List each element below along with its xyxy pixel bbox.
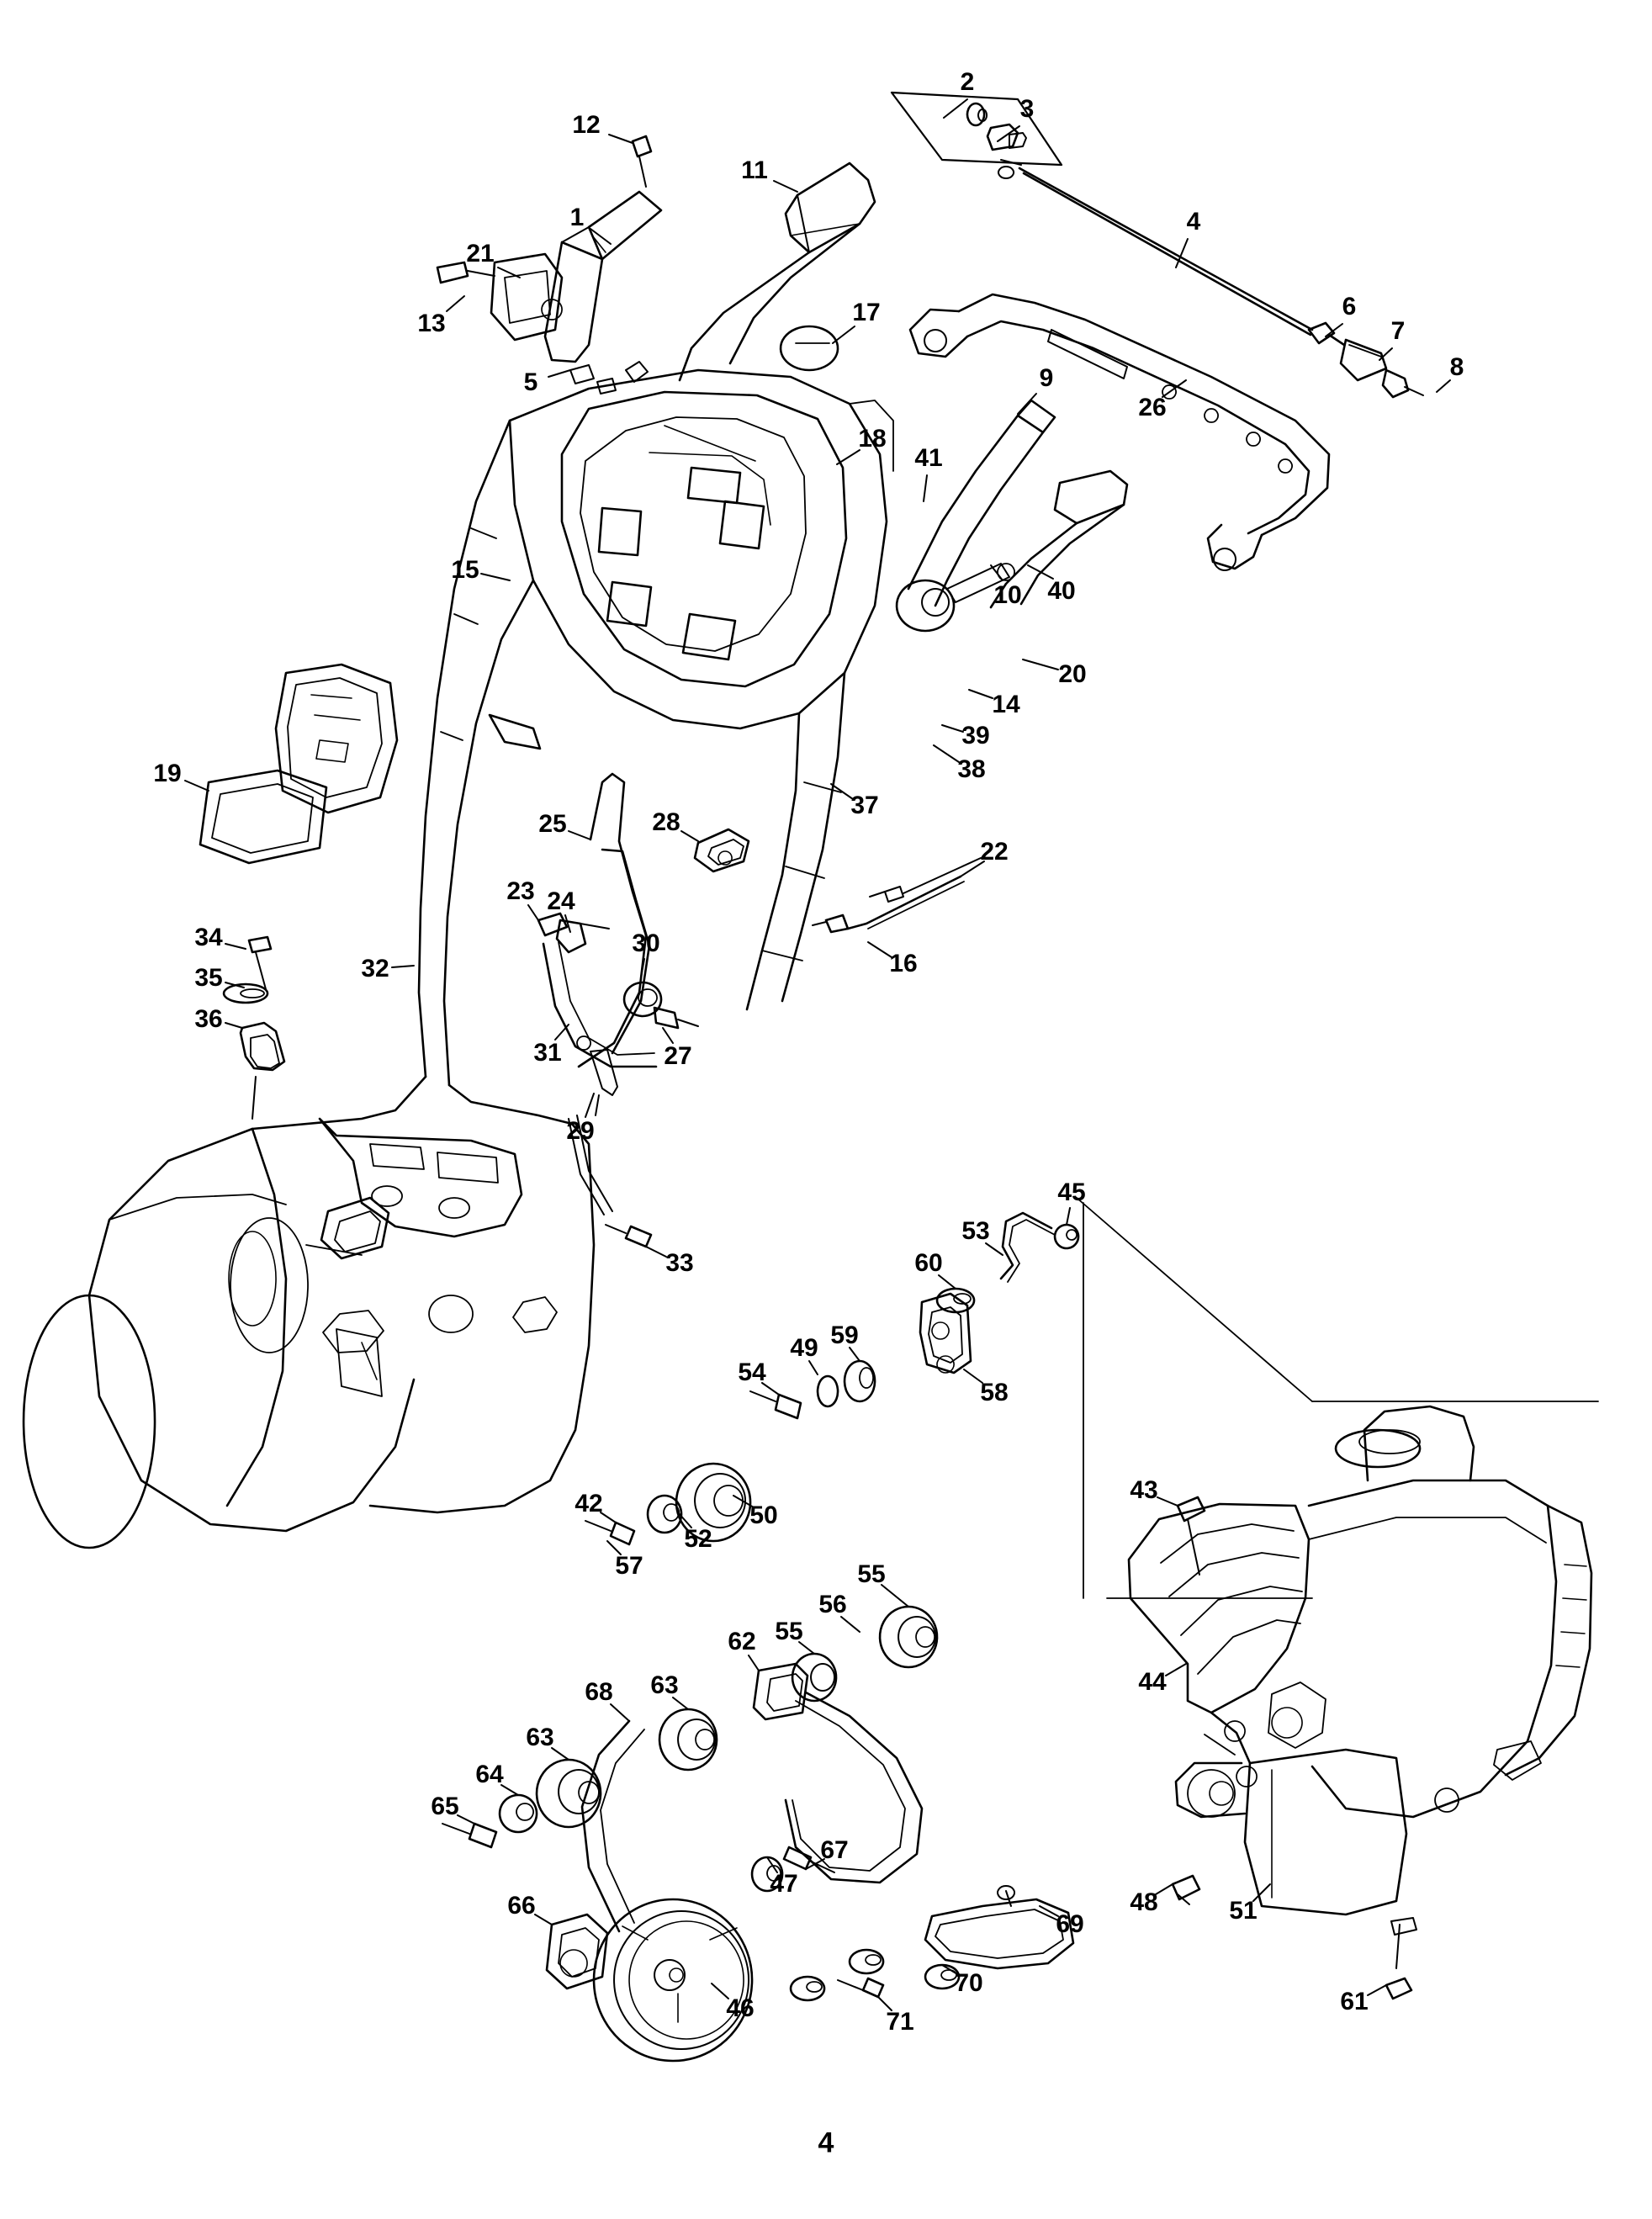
- callout-number-5: 5: [523, 368, 538, 396]
- callout-number-44: 44: [1138, 1668, 1167, 1696]
- callout-number-4: 4: [1186, 208, 1201, 236]
- callout-number-1: 1: [569, 204, 585, 231]
- callout-leader-21: [498, 267, 520, 278]
- callout-number-67: 67: [820, 1836, 849, 1864]
- callout-number-55: 55: [857, 1560, 886, 1588]
- callout-leader-16: [868, 942, 892, 957]
- callout-leader-53: [986, 1243, 1003, 1255]
- part-group-chute-housing: [24, 1077, 594, 1548]
- callout-leader-18: [837, 450, 860, 464]
- callout-number-21: 21: [466, 240, 495, 267]
- callout-leader-9: [1018, 394, 1036, 414]
- callout-number-20: 20: [1058, 660, 1087, 688]
- callout-leader-13: [447, 296, 464, 311]
- callout-number-26: 26: [1138, 394, 1167, 421]
- callout-number-14: 14: [992, 691, 1020, 718]
- callout-leader-31: [555, 1025, 569, 1040]
- callout-number-57: 57: [615, 1552, 643, 1580]
- callout-leader-23: [528, 905, 538, 920]
- callout-number-16: 16: [889, 950, 918, 977]
- callout-number-15: 15: [451, 556, 479, 584]
- callout-leader-36: [225, 1023, 242, 1028]
- callout-number-58: 58: [980, 1379, 1009, 1406]
- callout-number-54: 54: [738, 1358, 766, 1386]
- callout-number-53: 53: [961, 1217, 990, 1245]
- callout-number-47: 47: [770, 1870, 798, 1898]
- callout-number-19: 19: [153, 760, 182, 787]
- callout-number-59: 59: [830, 1321, 859, 1349]
- callout-leader-12: [609, 135, 633, 143]
- callout-number-62: 62: [728, 1628, 756, 1655]
- callout-number-60: 60: [914, 1249, 943, 1277]
- callout-leader-37: [831, 784, 853, 799]
- callout-number-65: 65: [431, 1793, 459, 1820]
- callout-leader-2: [944, 99, 967, 118]
- callout-number-68: 68: [585, 1678, 613, 1706]
- callout-number-36: 36: [194, 1005, 223, 1033]
- callout-leader-61: [1368, 1985, 1386, 1995]
- callout-leader-15: [481, 574, 510, 580]
- callout-number-69: 69: [1056, 1910, 1084, 1938]
- callout-number-28: 28: [652, 808, 680, 836]
- callout-leader-28: [681, 831, 698, 841]
- callout-number-63: 63: [526, 1724, 554, 1751]
- part-group-handles: [437, 136, 1127, 631]
- callout-number-42: 42: [574, 1490, 603, 1517]
- callout-number-17: 17: [852, 299, 881, 326]
- callout-leader-65: [458, 1815, 474, 1824]
- callout-leader-43: [1157, 1497, 1178, 1506]
- part-group-hood-console: [419, 370, 893, 1085]
- part-group-engine: [1107, 1401, 1598, 1999]
- callout-leader-60: [939, 1275, 956, 1289]
- callout-leader-19: [185, 781, 209, 791]
- callout-leader-42: [601, 1512, 616, 1523]
- part-group-cable-bracket: [892, 93, 1423, 570]
- callout-number-52: 52: [684, 1525, 712, 1553]
- callout-number-50: 50: [749, 1501, 778, 1529]
- callout-number-23: 23: [506, 877, 535, 905]
- callout-leader-63: [552, 1748, 569, 1760]
- callout-leader-48: [1156, 1884, 1173, 1894]
- callout-number-40: 40: [1047, 577, 1076, 605]
- callout-number-61: 61: [1340, 1988, 1369, 2015]
- callout-leader-68: [611, 1704, 629, 1721]
- callout-leader-27: [663, 1028, 673, 1043]
- callout-number-46: 46: [726, 1994, 755, 2022]
- callout-leader-33: [646, 1247, 666, 1257]
- callout-leader-49: [809, 1361, 818, 1374]
- callout-number-24: 24: [547, 887, 575, 915]
- callout-leader-29: [585, 1094, 594, 1117]
- callout-leader-59: [850, 1348, 860, 1361]
- callout-leader-5: [548, 370, 570, 377]
- callout-number-56: 56: [818, 1591, 847, 1618]
- callout-number-25: 25: [538, 810, 567, 838]
- callout-number-18: 18: [858, 425, 887, 453]
- callout-number-37: 37: [850, 792, 879, 819]
- callout-leader-64: [501, 1785, 518, 1795]
- callout-number-71: 71: [886, 2008, 914, 2036]
- callout-number-22: 22: [980, 838, 1009, 866]
- part-group-rods: [569, 858, 981, 1247]
- callout-number-43: 43: [1130, 1476, 1158, 1504]
- page-number: 4: [818, 2126, 834, 2159]
- callout-number-10: 10: [993, 581, 1022, 609]
- callout-leader-25: [569, 831, 590, 839]
- callout-leader-11: [774, 181, 797, 192]
- callout-number-7: 7: [1390, 317, 1406, 345]
- callout-number-9: 9: [1039, 364, 1054, 392]
- callout-leader-39: [942, 725, 963, 732]
- callout-number-34: 34: [194, 924, 223, 951]
- callout-leader-14: [969, 690, 993, 698]
- callout-number-8: 8: [1449, 353, 1464, 381]
- callout-leader-55: [882, 1585, 908, 1607]
- callout-leader-62: [749, 1655, 759, 1671]
- callout-number-33: 33: [665, 1249, 694, 1277]
- callout-number-48: 48: [1130, 1888, 1158, 1916]
- callout-number-39: 39: [961, 722, 990, 749]
- callout-leader-17: [833, 326, 855, 343]
- callout-number-64: 64: [475, 1761, 504, 1788]
- part-group-linkage-upper: [750, 1198, 1312, 1598]
- callout-number-13: 13: [417, 310, 446, 337]
- callout-leader-45: [1067, 1208, 1070, 1225]
- callout-number-29: 29: [566, 1117, 595, 1145]
- callout-leader-56: [841, 1617, 860, 1632]
- callout-leader-66: [535, 1914, 552, 1925]
- callout-leader-32: [392, 966, 414, 967]
- callout-number-2: 2: [960, 68, 975, 96]
- callout-leader-8: [1437, 380, 1450, 392]
- callout-leader-34: [225, 944, 246, 949]
- callout-leader-20: [1023, 659, 1058, 670]
- callout-number-35: 35: [194, 964, 223, 992]
- callout-number-70: 70: [955, 1969, 983, 1997]
- callout-number-32: 32: [361, 955, 389, 982]
- callout-number-6: 6: [1342, 293, 1357, 320]
- callout-number-11: 11: [741, 156, 768, 184]
- callout-number-38: 38: [957, 755, 986, 783]
- callout-number-12: 12: [572, 111, 601, 139]
- callout-number-55: 55: [775, 1618, 803, 1645]
- part-group-cover-plate: [200, 665, 397, 863]
- callout-number-66: 66: [507, 1892, 536, 1920]
- callout-number-41: 41: [914, 444, 943, 472]
- callout-number-63: 63: [650, 1671, 679, 1699]
- callout-number-45: 45: [1057, 1178, 1086, 1206]
- callout-leader-63: [673, 1697, 688, 1709]
- part-group-pulley-50: [585, 1464, 750, 1544]
- part-group-hardware-34-36: [224, 937, 284, 1119]
- callout-number-27: 27: [664, 1042, 692, 1070]
- callout-leader-38: [934, 745, 959, 762]
- callout-leader-41: [924, 475, 927, 501]
- callout-number-31: 31: [533, 1039, 562, 1067]
- callout-number-49: 49: [790, 1334, 818, 1362]
- callout-number-51: 51: [1229, 1897, 1258, 1925]
- callout-leader-44: [1166, 1664, 1186, 1676]
- callout-number-30: 30: [632, 929, 660, 957]
- callout-leader-10: [991, 565, 1003, 580]
- callout-number-3: 3: [1019, 95, 1035, 123]
